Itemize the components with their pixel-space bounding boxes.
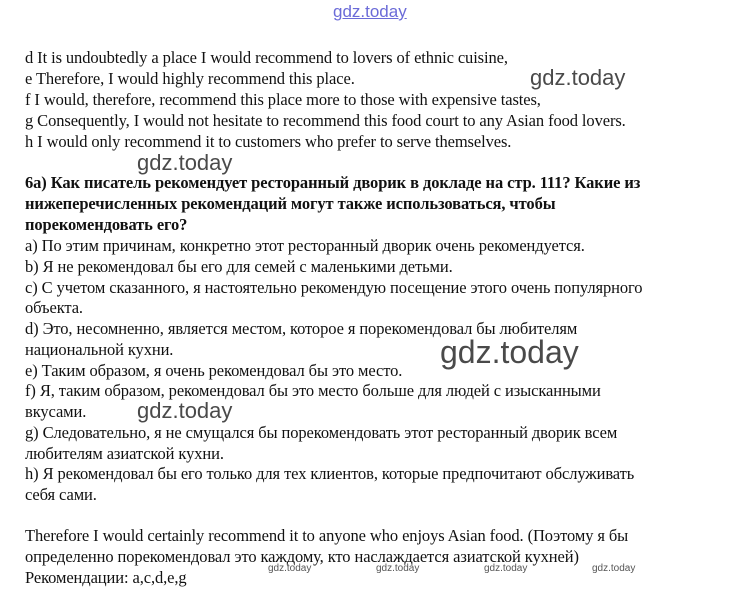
watermark-left: gdz.today: [137, 150, 233, 175]
russian-option-f: f) Я, таким образом, рекомендовал бы это место больше для людей с изысканными: [25, 381, 601, 400]
russian-option-h-cont: себя сами.: [25, 485, 97, 504]
watermark-big: gdz.today: [440, 334, 579, 370]
russian-option-f-cont: вкусами.: [25, 402, 87, 421]
russian-option-a: a) По этим причинам, конкретно этот ресторанный дворик очень рекомендуется.: [25, 236, 585, 255]
russian-option-g: g) Следовательно, я не смущался бы порекомендовать этот ресторанный дворик всем: [25, 423, 618, 442]
watermark-footer-1: gdz.today: [268, 563, 312, 574]
russian-option-d: d) Это, несомненно, является местом, которое я порекомендовал бы любителям: [25, 319, 578, 338]
watermark-top: gdz.today: [333, 2, 407, 21]
watermark-footer-3: gdz.today: [484, 563, 528, 574]
answer-line-2: определенно порекомендовал это каждому, кто наслаждается азиатской кухней): [25, 547, 579, 566]
russian-option-c-cont: объекта.: [25, 298, 83, 317]
question-line-1: 6а) Как писатель рекомендует ресторанный дворик в докладе на стр. 111? Какие из: [25, 173, 641, 192]
question-line-3: порекомендовать его?: [25, 215, 188, 234]
watermark-right: gdz.today: [530, 65, 626, 90]
watermark-left-2: gdz.today: [137, 398, 233, 423]
english-option-f: f I would, therefore, recommend this place more to those with expensive tastes,: [25, 90, 541, 109]
english-option-g: g Consequently, I would not hesitate to recommend this food court to any Asian food lovers.: [25, 111, 626, 130]
russian-option-b: b) Я не рекомендовал бы его для семей с маленькими детьми.: [25, 257, 453, 276]
russian-option-e: e) Таким образом, я очень рекомендовал бы это место.: [25, 361, 403, 380]
watermark-footer-2: gdz.today: [376, 563, 420, 574]
russian-option-g-cont: любителям азиатской кухни.: [25, 444, 224, 463]
english-option-e: e Therefore, I would highly recommend this place.: [25, 69, 355, 88]
question-line-2: нижеперечисленных рекомендаций могут также использоваться, чтобы: [25, 194, 556, 213]
answer-line-1: Therefore I would certainly recommend it to anyone who enjoys Asian food. (Поэтому я бы: [25, 526, 629, 545]
russian-option-h: h) Я рекомендовал бы его только для тех клиентов, которые предпочитают обслуживать: [25, 464, 635, 483]
english-option-d: d It is undoubtedly a place I would recommend to lovers of ethnic cuisine,: [25, 48, 508, 67]
answer-line-3: Рекомендации: a,c,d,e,g: [25, 568, 187, 587]
english-option-h: h I would only recommend it to customers who prefer to serve themselves.: [25, 132, 512, 151]
russian-option-c: c) С учетом сказанного, я настоятельно рекомендую посещение этого очень популярного: [25, 278, 643, 297]
watermark-footer-4: gdz.today: [592, 563, 636, 574]
russian-option-d-cont: национальной кухни.: [25, 340, 174, 359]
